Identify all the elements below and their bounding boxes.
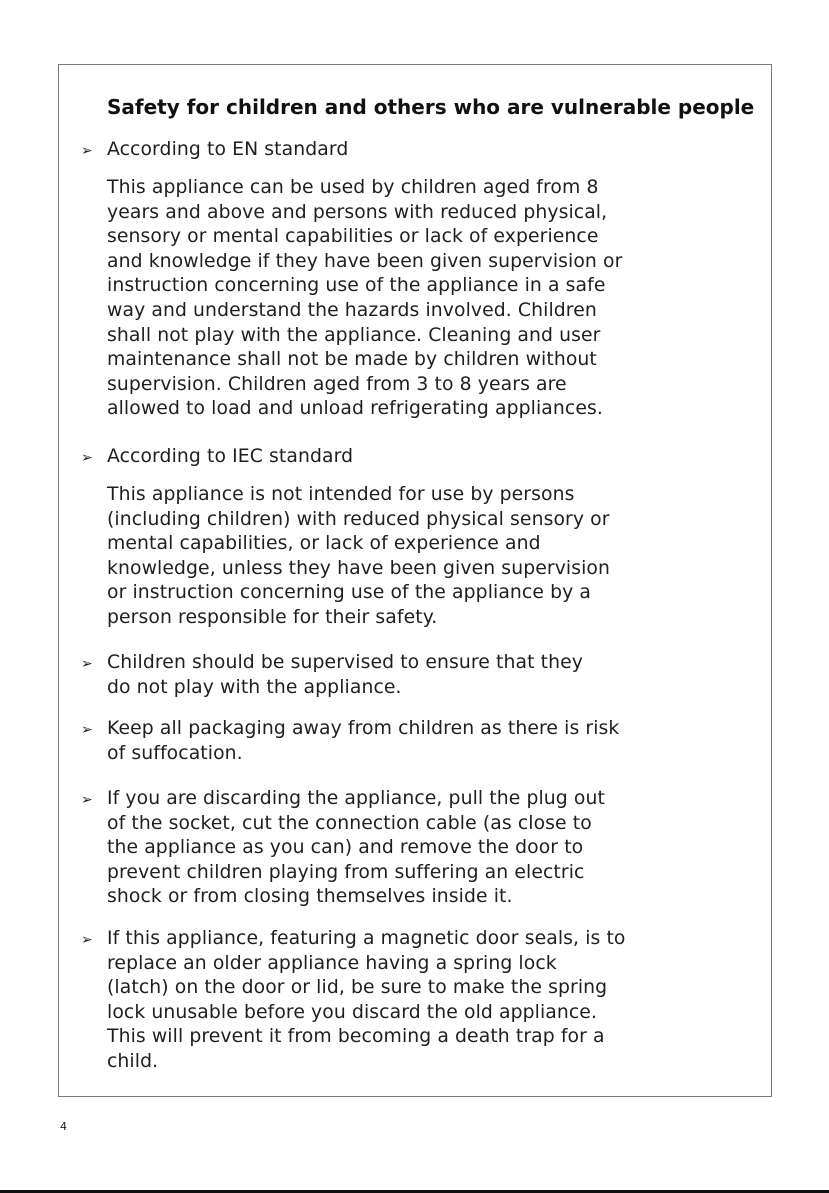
bullet-arrow-icon: ➢	[81, 932, 93, 948]
iec-standard-body: This appliance is not intended for use by persons (including children) with reduced physical sensory or mental capabilities, or lack of experience and knowledge, unless they have been given supervision or instruction concerning use of the appliance by a person responsible for their safety.	[107, 484, 611, 628]
list-item-spring-lock: If this appliance, featuring a magnetic door seals, is to replace an older appliance having a spring lock (latch) on the door or lid, be sure to make the spring lock unusable before you discard the old appliance. This will prevent it from becoming a death trap for a child.	[107, 928, 626, 1072]
iec-standard-heading: According to IEC standard	[107, 446, 354, 467]
list-item-discarding: If you are discarding the appliance, pull the plug out of the socket, cut the connection cable (as close to the appliance as you can) and remove the door to prevent children playing from suffering an electric shock or from closing themselves inside it.	[107, 788, 605, 908]
en-standard-body: This appliance can be used by children aged from 8 years and above and persons with reduced physical, sensory or mental capabilities or lack of experience and knowledge if they have been given supervision or instruction concerning use of the appliance in a safe way and understand the hazards involved. Children shall not play with the appliance. Cleaning and user maintenance shall not be made by children without supervision. Children aged from 3 to 8 years are allowed to load and unload refrigerating appliances.	[107, 177, 623, 420]
bullet-arrow-icon: ➢	[81, 656, 93, 672]
section-title: Safety for children and others who are vulnerable people	[107, 95, 755, 119]
en-standard-heading: According to EN standard	[107, 139, 349, 160]
list-item-supervision: Children should be supervised to ensure that they do not play with the appliance.	[107, 652, 583, 698]
bullet-arrow-icon: ➢	[81, 722, 93, 738]
page-number: 4	[60, 1120, 67, 1133]
bullet-arrow-icon: ➢	[81, 450, 93, 466]
bullet-arrow-icon: ➢	[81, 792, 93, 808]
bullet-arrow-icon: ➢	[81, 143, 93, 159]
list-item-packaging: Keep all packaging away from children as there is risk of suffocation.	[107, 718, 620, 764]
